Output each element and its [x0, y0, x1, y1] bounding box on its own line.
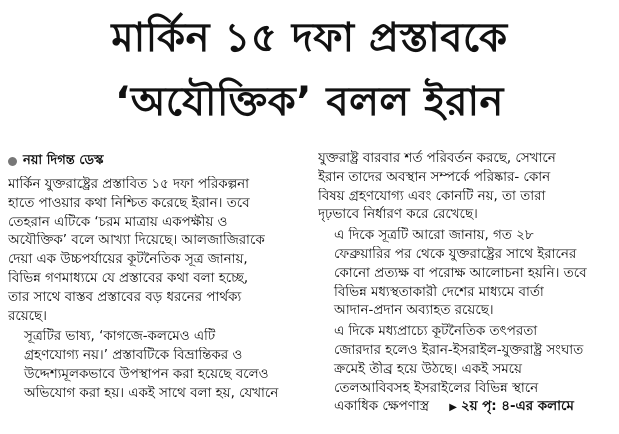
- text-line: দৃঢ়ভাবে নির্ধারণ করে রেখেছে।: [318, 207, 478, 223]
- text-line: উদ্দেশ্যমূলকভাবে উপস্থাপন করা হয়েছে বলেও: [24, 366, 269, 382]
- text-line: অযৌক্তিক’ বলে আখ্যা দিয়েছে। আলজাজিরাকে: [8, 233, 265, 249]
- text-line: ফেব্রুয়ারির পর থেকে যুক্তরাষ্ট্রের সাথে ইরানের: [334, 246, 577, 262]
- paragraph: [318, 323, 611, 418]
- text-line: দেয়া এক উচ্চপর্যায়ের কূটনৈতিক সূত্র জানায়,: [8, 252, 248, 268]
- text-line: গ্রহণযোগ্য নয়।’ প্রস্তাবটিকে বিভ্রান্তিকর ও: [24, 348, 243, 364]
- right-column: [318, 150, 611, 418]
- arrow-right-icon: ▶: [449, 402, 457, 414]
- continuation-text: ২য় পৃ: ৪-এর কলামে: [460, 399, 574, 415]
- text-line: আদান-প্রদান অব্যাহত রয়েছে।: [334, 303, 494, 319]
- text-line: ইরান তাদের অবস্থান সম্পর্কে পরিষ্কার- কোন: [318, 169, 551, 185]
- text-line: এ দিকে সূত্রটি আরো জানায়, গত ২৮: [334, 228, 534, 244]
- byline-text: নয়া দিগন্ত ডেস্ক: [23, 153, 104, 168]
- text-line: বিভিন্ন মধ্যস্থতাকারী দেশের মাধ্যমে বার্তা: [334, 284, 544, 300]
- text-line: হাতে পাওয়ার কথা নিশ্চিত করেছে ইরান। তবে: [8, 195, 250, 211]
- left-column: [8, 150, 301, 404]
- text-line: মার্কিন যুক্তরাষ্ট্রের প্রস্তাবিত ১৫ দফা পরিকল্পনা: [8, 177, 250, 192]
- text-line: যুক্তরাষ্ট্র বারবার শর্ত পরিবর্তন করছে, সেখানে: [318, 151, 556, 166]
- paragraph: [8, 176, 301, 326]
- text-fragment: একাধিক ক্ষেপণাস্ত্র: [334, 399, 429, 415]
- paragraph: [318, 150, 611, 225]
- text-line: সূত্রটির ভাষ্য, ‘কাগজে-কলমেও এটি: [24, 329, 216, 345]
- text-line: বিভিন্ন গণমাধ্যমে যে প্রস্তাবের কথা বলা হচ্ছে,: [8, 270, 249, 286]
- text-line: এ দিকে মধ্যপ্রাচ্যে কূটনৈতিক তৎপরতা: [334, 324, 538, 340]
- byline: [8, 150, 301, 172]
- headline-line-2: ‘অযৌক্তিক’ বলল ইরান: [115, 79, 504, 125]
- continuation-note: [433, 399, 574, 414]
- text-line: তেহরান এটিকে ‘চরম মাত্রায় একপক্ষীয় ও: [8, 214, 228, 230]
- text-line: তেলআবিবসহ ইসরাইলের বিভিন্ন স্থানে: [334, 380, 539, 396]
- text-line: ক্রমেই তীব্র হয়ে উঠছে। একই সময়ে: [334, 361, 522, 377]
- text-line: রয়েছে।: [8, 308, 47, 324]
- text-line: [318, 398, 611, 418]
- paragraph: [318, 227, 611, 321]
- text-line: জোরদার হলেও ইরান-ইসরাইল-যুক্তরাষ্ট্র সংঘাত: [334, 342, 584, 358]
- text-line: অভিযোগ করা হয়। একই সাথে বলা হয়, যেখানে: [24, 385, 279, 401]
- text-line: তার সাথে বাস্তব প্রস্তাবের বড় ধরনের পার্থক্য: [8, 289, 242, 305]
- text-line: বিষয় গ্রহণযোগ্য এবং কোনটি নয়, তা তারা: [318, 188, 546, 204]
- text-line: কোনো প্রত্যক্ষ বা পরোক্ষ আলোচনা হয়নি। তবে: [334, 265, 587, 281]
- paragraph: [8, 328, 301, 403]
- headline-line-1: মার্কিন ১৫ দফা প্রস্তাবকে: [111, 15, 508, 61]
- bullet-dot-icon: [8, 157, 17, 166]
